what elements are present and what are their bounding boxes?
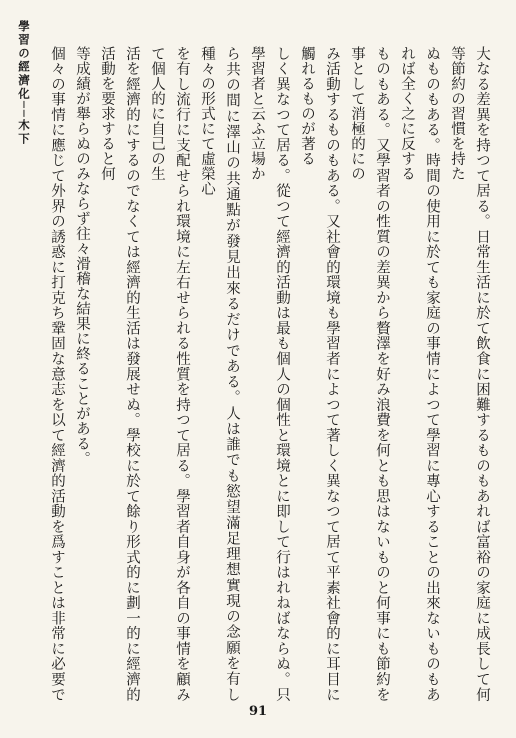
text-line: み活動するものもある。又社會的環境も學習者によつて著しく異なつて居て平素社會的に耳目に觸れるものが著る: [299, 46, 340, 702]
text-line: ら共の間に澤山の共通點が發見出來るだけである。人は誰でも慾望滿足理想實現の念願を有し種々の形式にて虛榮心: [199, 46, 240, 702]
page-number: 91: [248, 704, 268, 719]
text-line: しく異なつて居る。從つて經濟的活動は最も個人の個性と環境とに即して行はれねばならぬ。只學習者と云ふ立場か: [249, 46, 290, 702]
body-text: [42, 46, 494, 702]
text-line: ものもある。又學習者の性質の差異から贅澤を好み浪費を何とも思はないものと何事にも節約を事として消極的にの: [349, 46, 390, 702]
text-line: ぬものもある。時間の使用に於ても家庭の事情によつて學習に專心することの出來ないものもあれば全く之に反する: [399, 46, 440, 702]
running-head: 學習の經濟化──木下: [17, 20, 31, 146]
text-line: 個々の事情に應じて外界の誘惑に打克ち鞏固な意志を以て經濟的活動を爲すことは非常に必要で: [49, 46, 65, 702]
text-line: 等成績が舉らぬのみならず往々滑稽な結果に終ることがある。: [74, 46, 90, 466]
text-line: 活を經濟的にするのでなくては經濟的生活は發展せぬ。學校に於て餘り形式的に劃一的に經濟的活動を要求すると何: [99, 46, 140, 702]
text-line: 大なる差異を持つて居る。日常生活に於て飲食に困難するものもあれば富裕の家庭に成長して何等節約の習慣を持た: [449, 46, 490, 702]
text-line: を有し流行に支配せられ環境に左右せられる性質を持つて居る。學習者自身が各自の事情を顧みて個人的に自己の生: [149, 46, 190, 702]
